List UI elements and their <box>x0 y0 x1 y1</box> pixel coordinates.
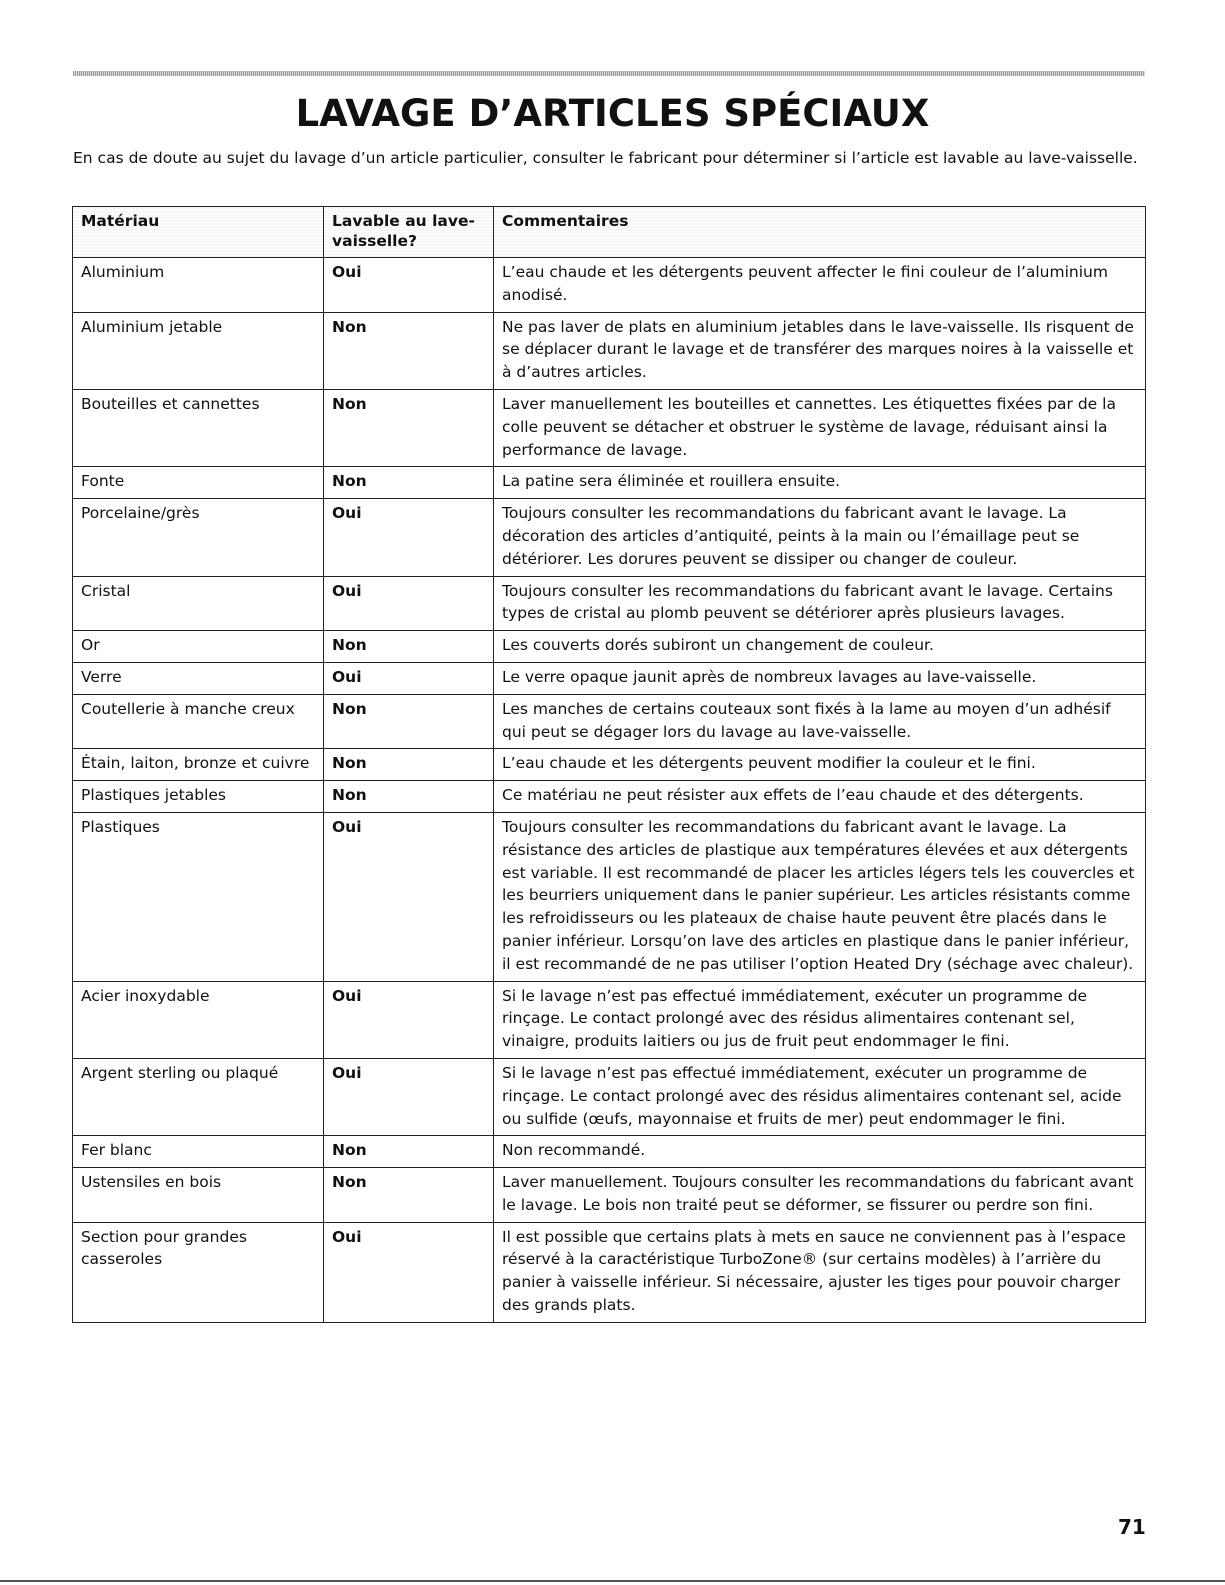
table-row <box>73 631 1146 663</box>
washable-cell: Non <box>324 1168 494 1223</box>
table-row <box>73 499 1146 576</box>
header-comments: Commentaires <box>494 207 1146 258</box>
table-header-row <box>73 207 1146 258</box>
table-body <box>73 258 1146 1323</box>
table-row <box>73 749 1146 781</box>
material-cell: Fonte <box>73 467 324 499</box>
page-title: LAVAGE D’ARTICLES SPÉCIAUX <box>295 92 930 135</box>
table-row <box>73 981 1146 1058</box>
washable-cell: Oui <box>324 1058 494 1135</box>
comments-cell: Laver manuellement. Toujours consulter les recommandations du fabricant avant le lavage. Le bois non traité peut se déformer, se fissurer ou perdre son fini. <box>494 1168 1146 1223</box>
material-cell: Plastiques <box>73 812 324 981</box>
intro-text: En cas de doute au sujet du lavage d’un article particulier, consulter le fabricant pour déterminer si l’article est lavable au lave-vaisselle. <box>73 149 1138 167</box>
washable-cell: Non <box>324 631 494 663</box>
material-cell: Coutellerie à manche creux <box>73 694 324 749</box>
washable-cell: Oui <box>324 812 494 981</box>
comments-cell: Ne pas laver de plats en aluminium jetables dans le lave-vaisselle. Ils risquent de se déplacer durant le lavage et de transférer des marques noires à la vaisselle et à d’autres articles. <box>494 312 1146 389</box>
washable-cell: Non <box>324 749 494 781</box>
material-cell: Argent sterling ou plaqué <box>73 1058 324 1135</box>
comments-cell: Si le lavage n’est pas effectué immédiatement, exécuter un programme de rinçage. Le contact prolongé avec des résidus alimentaires contenant sel, vinaigre, produits laitiers ou jus de fruit peut endommager le fini. <box>494 981 1146 1058</box>
special-items-table <box>72 206 1146 1323</box>
washable-cell: Non <box>324 467 494 499</box>
comments-cell: Toujours consulter les recommandations du fabricant avant le lavage. La résistance des articles de plastique aux températures élevées et aux détergents est variable. Il est recommandé de placer les articles légers tels les couvercles et les beurriers uniquement dans le panier supérieur. Les articles résistants comme les refroidisseurs ou les plateaux de chaise haute peuvent être placés dans le panier inférieur. Lorsqu’on lave des articles en plastique dans le panier inférieur, il est recommandé de ne pas utiliser l’option Heated Dry (séchage avec chaleur). <box>494 812 1146 981</box>
washable-cell: Non <box>324 389 494 466</box>
comments-cell: Laver manuellement les bouteilles et cannettes. Les étiquettes fixées par de la colle peuvent se détacher et obstruer le système de lavage, réduisant ainsi la performance de lavage. <box>494 389 1146 466</box>
comments-cell: Les couverts dorés subiront un changement de couleur. <box>494 631 1146 663</box>
table-row <box>73 1168 1146 1223</box>
material-cell: Section pour grandes casseroles <box>73 1222 324 1322</box>
material-cell: Aluminium jetable <box>73 312 324 389</box>
washable-cell: Non <box>324 312 494 389</box>
material-cell: Cristal <box>73 576 324 631</box>
table-row <box>73 781 1146 813</box>
table-row <box>73 576 1146 631</box>
material-cell: Verre <box>73 662 324 694</box>
washable-cell: Oui <box>324 981 494 1058</box>
page-number: 71 <box>1118 1515 1146 1539</box>
table-row <box>73 812 1146 981</box>
table-row <box>73 694 1146 749</box>
washable-cell: Oui <box>324 1222 494 1322</box>
table-row <box>73 662 1146 694</box>
comments-cell: L’eau chaude et les détergents peuvent modifier la couleur et le fini. <box>494 749 1146 781</box>
material-cell: Plastiques jetables <box>73 781 324 813</box>
comments-cell: Il est possible que certains plats à mets en sauce ne conviennent pas à l’espace réservé à la caractéristique TurboZone® (sur certains modèles) à l’arrière du panier à vaisselle inférieur. Si nécessaire, ajuster les tiges pour pouvoir charger des grands plats. <box>494 1222 1146 1322</box>
table-row <box>73 312 1146 389</box>
washable-cell: Oui <box>324 499 494 576</box>
table-row <box>73 389 1146 466</box>
washable-cell: Oui <box>324 258 494 313</box>
comments-cell: L’eau chaude et les détergents peuvent affecter le fini couleur de l’aluminium anodisé. <box>494 258 1146 313</box>
comments-cell: Ce matériau ne peut résister aux effets de l’eau chaude et des détergents. <box>494 781 1146 813</box>
header-washable: Lavable au lave-vaisselle? <box>324 207 494 258</box>
material-cell: Étain, laiton, bronze et cuivre <box>73 749 324 781</box>
washable-cell: Non <box>324 1136 494 1168</box>
comments-cell: Toujours consulter les recommandations du fabricant avant le lavage. La décoration des articles d’antiquité, peints à la main ou l’émaillage peut se détériorer. Les dorures peuvent se dissiper ou changer de couleur. <box>494 499 1146 576</box>
washable-cell: Non <box>324 694 494 749</box>
table-row <box>73 1136 1146 1168</box>
material-cell: Acier inoxydable <box>73 981 324 1058</box>
washable-cell: Non <box>324 781 494 813</box>
material-cell: Ustensiles en bois <box>73 1168 324 1223</box>
washable-cell: Oui <box>324 662 494 694</box>
comments-cell: Toujours consulter les recommandations du fabricant avant le lavage. Certains types de cristal au plomb peuvent se détériorer après plusieurs lavages. <box>494 576 1146 631</box>
comments-cell: Non recommandé. <box>494 1136 1146 1168</box>
comments-cell: La patine sera éliminée et rouillera ensuite. <box>494 467 1146 499</box>
table-row <box>73 467 1146 499</box>
comments-cell: Le verre opaque jaunit après de nombreux lavages au lave-vaisselle. <box>494 662 1146 694</box>
comments-cell: Si le lavage n’est pas effectué immédiatement, exécuter un programme de rinçage. Le contact prolongé avec des résidus alimentaires contenant sel, acide ou sulfide (œufs, mayonnaise et fruits de mer) peut endommager le fini. <box>494 1058 1146 1135</box>
material-cell: Or <box>73 631 324 663</box>
header-material: Matériau <box>73 207 324 258</box>
table-row <box>73 1222 1146 1322</box>
comments-cell: Les manches de certains couteaux sont fixés à la lame au moyen d’un adhésif qui peut se dégager lors du lavage au lave-vaisselle. <box>494 694 1146 749</box>
material-cell: Bouteilles et cannettes <box>73 389 324 466</box>
top-rule <box>73 71 1145 76</box>
material-cell: Porcelaine/grès <box>73 499 324 576</box>
material-cell: Fer blanc <box>73 1136 324 1168</box>
material-cell: Aluminium <box>73 258 324 313</box>
table-row <box>73 1058 1146 1135</box>
washable-cell: Oui <box>324 576 494 631</box>
table-row <box>73 258 1146 313</box>
bottom-rule <box>0 1580 1225 1582</box>
